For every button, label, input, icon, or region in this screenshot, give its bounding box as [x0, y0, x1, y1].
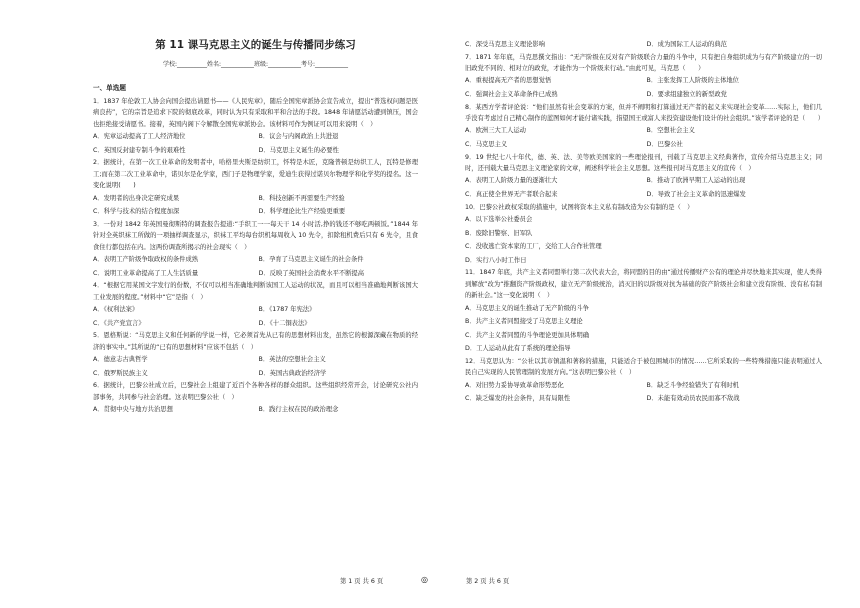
question-list-left: [93, 96, 418, 417]
question-item: [465, 102, 825, 152]
answer-option: C．没收逃亡资本家的工厂，交给工人合作社管理: [465, 243, 602, 251]
option-group: [465, 124, 822, 151]
answer-option: A．发明者的出身决定研究成果: [93, 194, 180, 202]
page-number-left: 第 1 页 共 6 页: [340, 578, 384, 585]
question-stem: 3．一份对 1842 年英国曼彻斯特的调查报告提道:“手织工一一每天干 14 小时活,挣的钱还不够吃两顿饭。”1844 年针对全英织袜工所做的一项抽样调查显示，织袜工平均每台织机每周收入 10 先令，扣除租机费后只有 6 先令，且食食住行都包括在内。这两份调查所揭示的社会现实（ ）: [93, 220, 418, 251]
answer-option: A．德意志古典哲学: [93, 356, 148, 364]
question-stem: 2．据统计，在第一次工业革命的发明者中，哈格里夫斯是纺织工，怀特是木匠，克隆普顿是纺织工人，瓦特是修理工;而在第二次工业革命中，诺贝尔是化学家，西门子是物理学家，爱迪生获得过诺贝尔物理学和化学奖的提名。这一变化说明( ): [93, 159, 418, 190]
answer-option: B．缺乏斗争经验错失了有利时机: [646, 381, 739, 389]
answer-option: C．共产主义者同盟的斗争理论更加具体明确: [465, 331, 590, 339]
answer-option: D．巴黎公社: [646, 141, 683, 148]
question-item: [93, 157, 418, 218]
option-group: [93, 303, 418, 330]
answer-option: A．表明工产阶级争取政权的条件成熟: [93, 256, 199, 264]
answer-option: D．英国古典政治经济学: [258, 369, 327, 377]
question-item: [465, 38, 822, 52]
question-stem: 1．1837 年伦敦工人协会向国会提出请愿书——《人民宪章》，随后全国宪章派协会宣告成立，提出“普选权问题是医病良药”，它的宗旨是追求下院的彻底改革，同时认为只有采取和平和合法的手段。1848 年请愿活动遭到镇压，国会也拒绝接受请愿书。接着，英国内阁下令解散全国宪章派协会。该材料可作为例证可以用来说明（ ）: [93, 98, 418, 128]
answer-option: A．重视提高无产者的思想觉悟: [465, 77, 552, 85]
answer-option: B．践行主权在民的政治理念: [258, 406, 339, 414]
answer-option: C．俄罗斯民族主义: [93, 369, 148, 377]
question-stem: 8．某西方学者评论说：“他们虽然有社会变革的方案，但并不阐明和打算通过无产者的起义来实现社会变革……实际上，他们几乎没有考虑过自己精心制作的蓝图如何才能付诸实践，指望国王或富人来投资建设他们设计的社会组织。”该学者评论的是（ ）: [465, 103, 825, 122]
student-info-line: 学校:__________姓名:___________班级:___________考号:___________: [162, 61, 349, 68]
answer-option: A．《权利法案》: [93, 306, 139, 314]
answer-option: D．未能有效动员农民而寡不敌战: [646, 395, 740, 403]
question-stem: 11．1847 年底，共产主义者同盟举行第二次代表大会，将同盟的目的由“通过传播财产公有的理论并尽快地来其实现，使人类得到解放”改为“推翻资产阶级政权，建立无产阶级统治，消灭旧的以阶级对抗为基础的资产阶级社会和建立没有阶级、没有私有制的新社会。”这一变化说明（ ）: [465, 269, 822, 300]
answer-option: D．实行八小时工作日: [465, 256, 527, 264]
question-list-right: [465, 38, 825, 406]
question-item: [465, 267, 822, 356]
answer-option: B．空想社会主义: [646, 127, 695, 135]
answer-option: B．推动了欧洲早期工人运动的出现: [646, 177, 746, 185]
question-stem: 6．据统计，巴黎公社成立后，巴黎社会上组建了近百个各种各样的群众组织。这些组织经常开会，讨论研究公社内部事务，共同参与社会治理。这表明巴黎公社（ ）: [93, 382, 418, 401]
answer-option: D．马克思主义诞生的必要性: [258, 146, 339, 154]
document-title: 第 11 课马克思主义的诞生与传播同步练习: [155, 39, 356, 51]
option-group: [465, 174, 822, 201]
answer-option: C．深受马克思主义理论影响: [465, 41, 545, 48]
question-item: [465, 52, 822, 102]
option-group: [93, 192, 418, 219]
answer-option: A．欧洲三大工人运动: [465, 127, 526, 135]
answer-option: B．共产主义者同盟接受了马克思主义理论: [465, 318, 583, 326]
question-item: [93, 330, 418, 380]
question-item: [465, 356, 822, 406]
binding-mark: ◎: [421, 575, 428, 584]
section-heading: 一、单选题: [93, 84, 126, 92]
option-group: [465, 213, 822, 267]
answer-option: A．对旧势力妥协导致革命形势恶化: [465, 381, 564, 389]
answer-option: D．科学理论比生产经验更重要: [258, 208, 346, 216]
answer-option: B．孕育了马克思主义诞生的社会条件: [258, 256, 364, 264]
answer-option: B．英法的空想社会主义: [258, 356, 326, 364]
option-group: [465, 379, 822, 406]
option-group: [93, 253, 418, 280]
option-group: [93, 130, 418, 157]
answer-option: C．真正使全世界无产者联合起来: [465, 191, 558, 198]
question-stem: 5．恩格斯说：“马克思主义和任何新的学说一样，它必须首先从已有的思想材料出发，虽然它的根源深藏在物质的经济的事实中。”其所说的“已有的思想材料”应该不包括（ ）: [93, 332, 418, 351]
answer-option: B．议会与内阁政治上共进退: [258, 133, 339, 141]
answer-option: D．要求组建独立的新型政党: [646, 91, 727, 98]
question-item: [93, 380, 418, 416]
answer-option: C．英国反封建专制斗争的艰难性: [93, 146, 186, 154]
question-item: [465, 202, 822, 268]
answer-option: A．贯彻中央与地方共治思想: [93, 406, 173, 414]
answer-option: D．导致了社会主义革命的迅速爆发: [646, 191, 746, 198]
answer-option: A．表明工人阶级力量的逐渐壮大: [465, 177, 558, 185]
question-item: [93, 280, 418, 330]
question-item: [93, 219, 418, 280]
answer-option: C．强调社会主义革命条件已成熟: [465, 91, 558, 98]
option-group: [465, 74, 822, 101]
answer-option: C．说明工业革命提高了工人生活质量: [93, 269, 199, 277]
question-stem: 4．“根据它用某国文字发行的份数，不仅可以相当准确地判断该国工人运动的状况，而且可以相当准确地判断该国大工业发展的程度。”材料中“它”是指（ ）: [93, 282, 418, 301]
page-right: [430, 0, 860, 608]
answer-option: B．废除旧警察、旧军队: [465, 229, 533, 237]
question-item: [93, 96, 418, 157]
option-group: [465, 302, 822, 356]
answer-option: D．成为国际工人运动的典范: [646, 41, 727, 48]
answer-option: D．工人运动从此有了系统的理论指导: [465, 345, 571, 353]
question-stem: 12．马克思认为：“公社以其市镇温和著称的措施，只能适合于被包围城市的情况……它所采取的一些特殊措施只能表明通过人民自己实现的人民管理制的发展方向。”这表明巴黎公社（ ）: [465, 357, 822, 377]
option-group: [465, 38, 822, 52]
answer-option: C．科学与技术的结合程度加深: [93, 208, 180, 216]
answer-option: A．马克思主义的诞生推动了无产阶级的斗争: [465, 304, 589, 312]
answer-option: D．《十二铜表法》: [258, 319, 311, 327]
answer-option: C．马克思主义: [465, 141, 508, 148]
answer-option: B．《1787 年宪法》: [258, 306, 316, 314]
option-group: [93, 353, 418, 380]
question-stem: 9．19 世纪七八十年代，德、英、法、美等欧美国家的一些理论报刊，刊载了马克思主义经典著作，宣传介绍马克思主义；同时，还刊载大量马克思主义理论家的文章，阐述科学社会主义思想。这些报刊对马克思主义的宣传（ ）: [465, 153, 822, 172]
answer-option: B．主张发挥工人阶级的主体地位: [646, 77, 739, 85]
question-item: [465, 152, 822, 202]
answer-option: D．反映了英国社会消费水平不断提高: [258, 269, 365, 277]
answer-option: A．宪章运动提高了工人经济地位: [93, 133, 186, 141]
question-stem: 7．1871 年年底，马克思撰文指出：“无产阶级在反对有产阶级联合力量的斗争中，只有把自身组织成为与有产阶级建立的一切旧政党不同的、相对立的政党，才能作为一个阶级来行动。”由此可见，马克思（ ）: [465, 53, 822, 72]
answer-option: C．《共产党宣言》: [93, 319, 145, 327]
answer-option: A．以下选举公社委员会: [465, 216, 533, 223]
option-group: [93, 403, 418, 417]
question-stem: 10．巴黎公社政权采取的措施中，试图将资本主义私有制改造为公有制的是（ ）: [465, 203, 694, 211]
answer-option: B．科技创新不再需要生产经验: [258, 194, 345, 202]
answer-option: C．缺乏爆发的社会条件，具有局限性: [465, 395, 571, 403]
page-number-right: 第 2 页 共 6 页: [466, 578, 510, 585]
